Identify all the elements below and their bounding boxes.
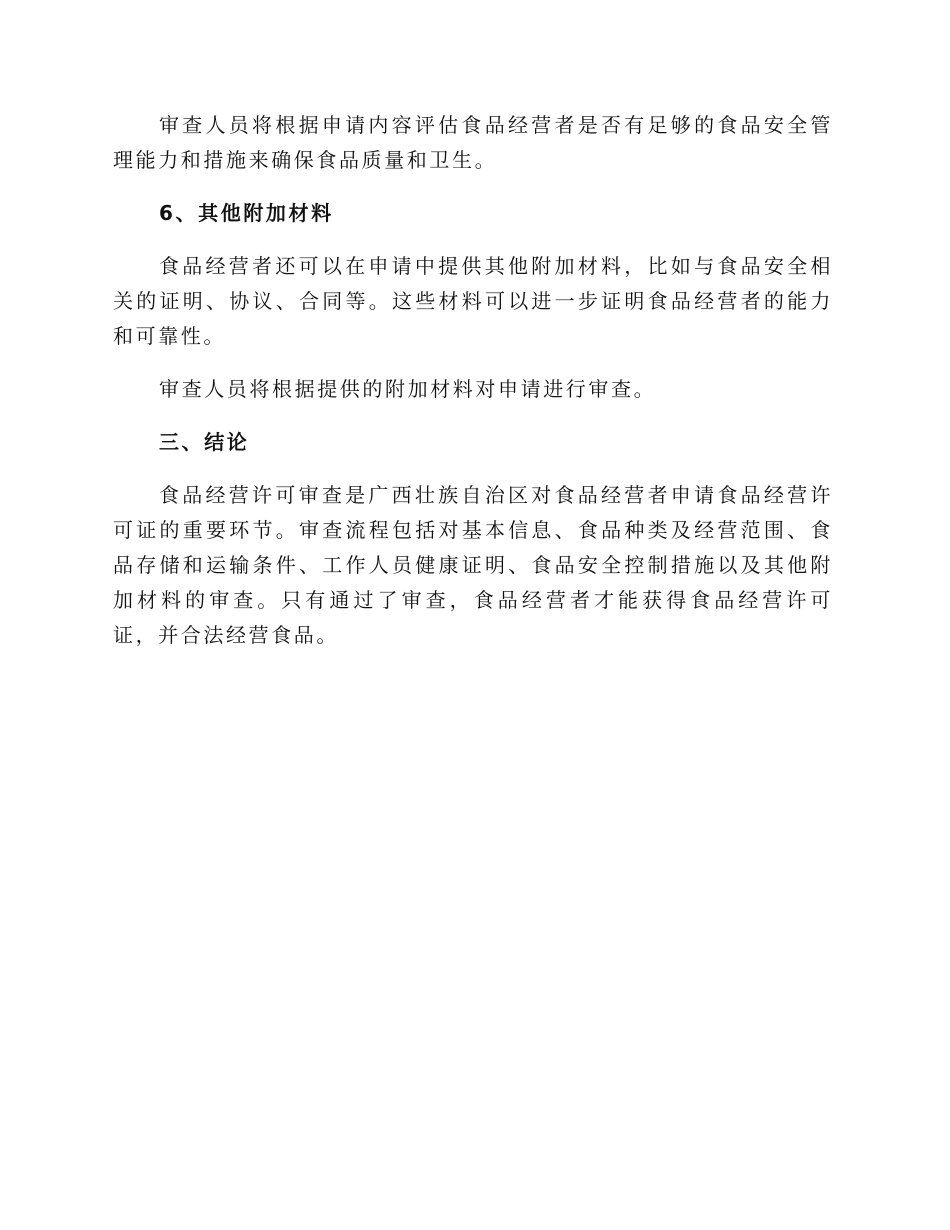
- paragraph-review-capability: 审查人员将根据申请内容评估食品经营者是否有足够的食品安全管理能力和措施来确保食品质量和卫生。: [113, 113, 833, 172]
- paragraph-review-materials: 审查人员将根据提供的附加材料对申请进行审查。: [159, 377, 657, 401]
- document-page: [113, 108, 833, 653]
- section-heading-conclusion: 三、结论: [159, 430, 250, 454]
- section-heading-additional-materials: 6、其他附加材料: [159, 201, 334, 225]
- paragraph-conclusion: 食品经营许可审查是广西壮族自治区对食品经营者申请食品经营许可证的重要环节。审查流程包括对基本信息、食品种类及经营范围、食品存储和运输条件、工作人员健康证明、食品安全控制措施以及其他附加材料的审查。只有通过了审查，食品经营者才能获得食品经营许可证，并合法经营食品。: [113, 483, 833, 647]
- paragraph-additional-materials: 食品经营者还可以在申请中提供其他附加材料，比如与食品安全相关的证明、协议、合同等。这些材料可以进一步证明食品经营者的能力和可靠性。: [113, 254, 833, 348]
